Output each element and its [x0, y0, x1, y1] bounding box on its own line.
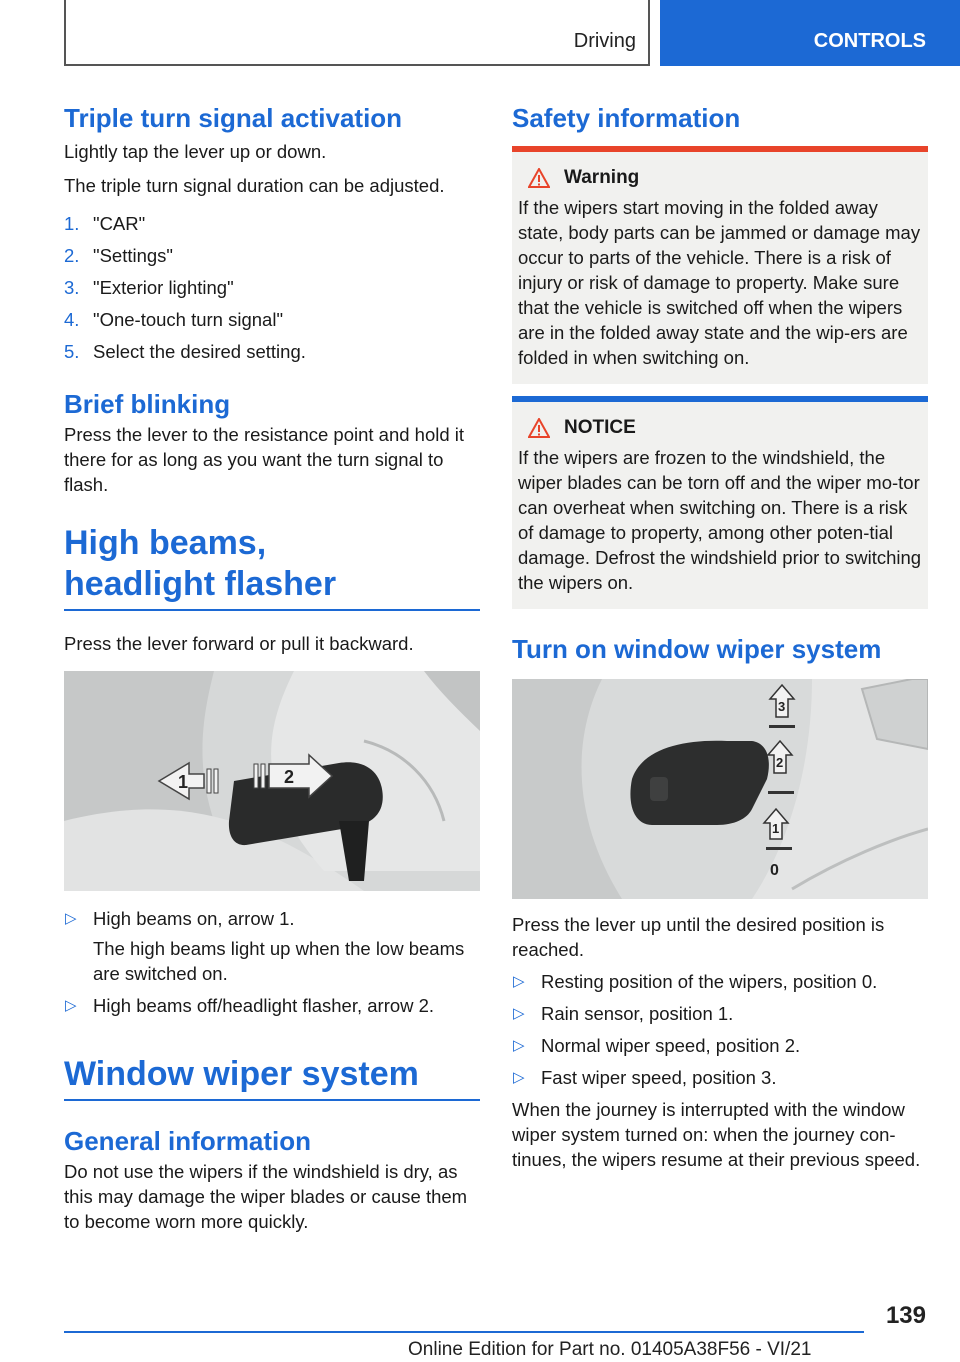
- list-item: ▷ High beams on, arrow 1. The high beams light up when the low beams are switched on.: [65, 908, 465, 984]
- arrow-2-label: 2: [284, 767, 295, 787]
- triangle-bullet-icon: ▷: [65, 997, 77, 1014]
- window-wiper-heading: Window wiper system: [64, 1054, 480, 1101]
- warning-text: If the wipers start moving in the folded away state, body parts can be jammed or damage may occur to parts of the vehicle. There is a risk of injury or risk of damage to property. Make sure that the vehicle is switched off when the wipers are in the folded away state and the wip‐ers are folded in when switching on.: [518, 197, 921, 368]
- turn-on-paragraph: Press the lever up until the desired position is reached.: [512, 914, 885, 960]
- high-beams-lever-illustration: [64, 671, 480, 891]
- high-beams-heading-line2: headlight flasher: [64, 565, 337, 603]
- triangle-bullet-icon: ▷: [513, 1005, 525, 1022]
- list-item: 3. "Exterior lighting": [64, 277, 234, 298]
- list-item: ▷ Rain sensor, position 1.: [513, 1003, 734, 1024]
- page-number: 139: [885, 1302, 926, 1329]
- footer-divider: [64, 1331, 864, 1333]
- notice-box: [512, 396, 928, 609]
- triangle-bullet-icon: ▷: [513, 1069, 525, 1086]
- list-item: ▷ High beams off/headlight flasher, arrow 2.: [65, 995, 435, 1016]
- warning-title: Warning: [518, 164, 922, 192]
- high-beams-heading: [64, 523, 480, 611]
- list-item: 5. Select the desired setting.: [64, 341, 306, 362]
- warning-triangle-icon: [528, 168, 550, 188]
- left-column: [64, 100, 480, 1234]
- position-1-label: 1: [772, 821, 780, 836]
- wiper-lever-drawing: [512, 679, 928, 899]
- general-information-paragraph: Do not use the wipers if the windshield is dry, as this may damage the wiper blades or cause them to become worn more quickly.: [64, 1161, 468, 1232]
- list-item: ▷ Resting position of the wipers, position 0.: [513, 971, 878, 992]
- header-section-title: Driving: [573, 30, 636, 52]
- position-0-label: 0: [770, 862, 779, 879]
- triangle-bullet-icon: ▷: [513, 973, 525, 990]
- list-item: 4. "One-touch turn signal": [64, 309, 284, 330]
- journey-interrupted-paragraph: When the journey is interrupted with the window wiper system turned on: when the journey con‐tinues, the wipers resume at their previous speed.: [512, 1099, 921, 1170]
- high-beams-heading-line1: High beams,: [64, 524, 267, 562]
- triple-steps-list: [64, 211, 480, 364]
- header-section-box: [64, 0, 650, 66]
- brief-blinking-paragraph: Press the lever to the resistance point and hold it there for as long as you want the turn signal to flash.: [64, 424, 465, 495]
- right-column: [512, 100, 928, 1172]
- notice-triangle-icon: [528, 418, 550, 438]
- wiper-positions-list: [512, 969, 928, 1090]
- list-item: 1. "CAR": [64, 213, 146, 234]
- header-chapter-tab: [660, 0, 960, 66]
- notice-text: If the wipers are frozen to the windshield, the wiper blades can be torn off and the wiper mo‐tor can overheat when switching on. There is a risk of damage to property, among other poten‐tial damage. Defrost the windshield prior to switching the wipers on.: [518, 447, 922, 593]
- turn-on-wiper-heading: Turn on window wiper system: [512, 634, 882, 664]
- high-beams-list: [64, 906, 480, 1018]
- triangle-bullet-icon: ▷: [513, 1037, 525, 1054]
- safety-information-heading: Safety information: [512, 103, 741, 133]
- brief-blinking-heading: Brief blinking: [64, 389, 231, 419]
- wiper-lever-illustration: [512, 679, 928, 899]
- general-information-heading: General information: [64, 1126, 312, 1156]
- triangle-bullet-icon: ▷: [65, 910, 77, 927]
- list-item: ▷ Normal wiper speed, position 2.: [513, 1035, 801, 1056]
- footer-edition-text: Online Edition for Part no. 01405A38F56 - VI/21: [408, 1339, 812, 1360]
- high-beams-lever-drawing: [64, 671, 480, 891]
- position-2-label: 2: [776, 755, 784, 770]
- position-3-label: 3: [778, 699, 786, 714]
- list-item: 2. "Settings": [64, 245, 173, 266]
- header-chapter-title: CONTROLS: [813, 30, 926, 52]
- list-item: ▷ Fast wiper speed, position 3.: [513, 1067, 777, 1088]
- triple-paragraph-2: The triple turn signal duration can be adjusted.: [64, 175, 445, 196]
- triple-paragraph-1: Lightly tap the lever up or down.: [64, 141, 327, 162]
- notice-title: NOTICE: [518, 414, 922, 442]
- high-beams-paragraph: Press the lever forward or pull it backward.: [64, 633, 414, 654]
- arrow-1-label: 1: [178, 772, 189, 792]
- warning-box: [512, 146, 928, 384]
- triple-turn-signal-heading: Triple turn signal activation: [64, 103, 403, 133]
